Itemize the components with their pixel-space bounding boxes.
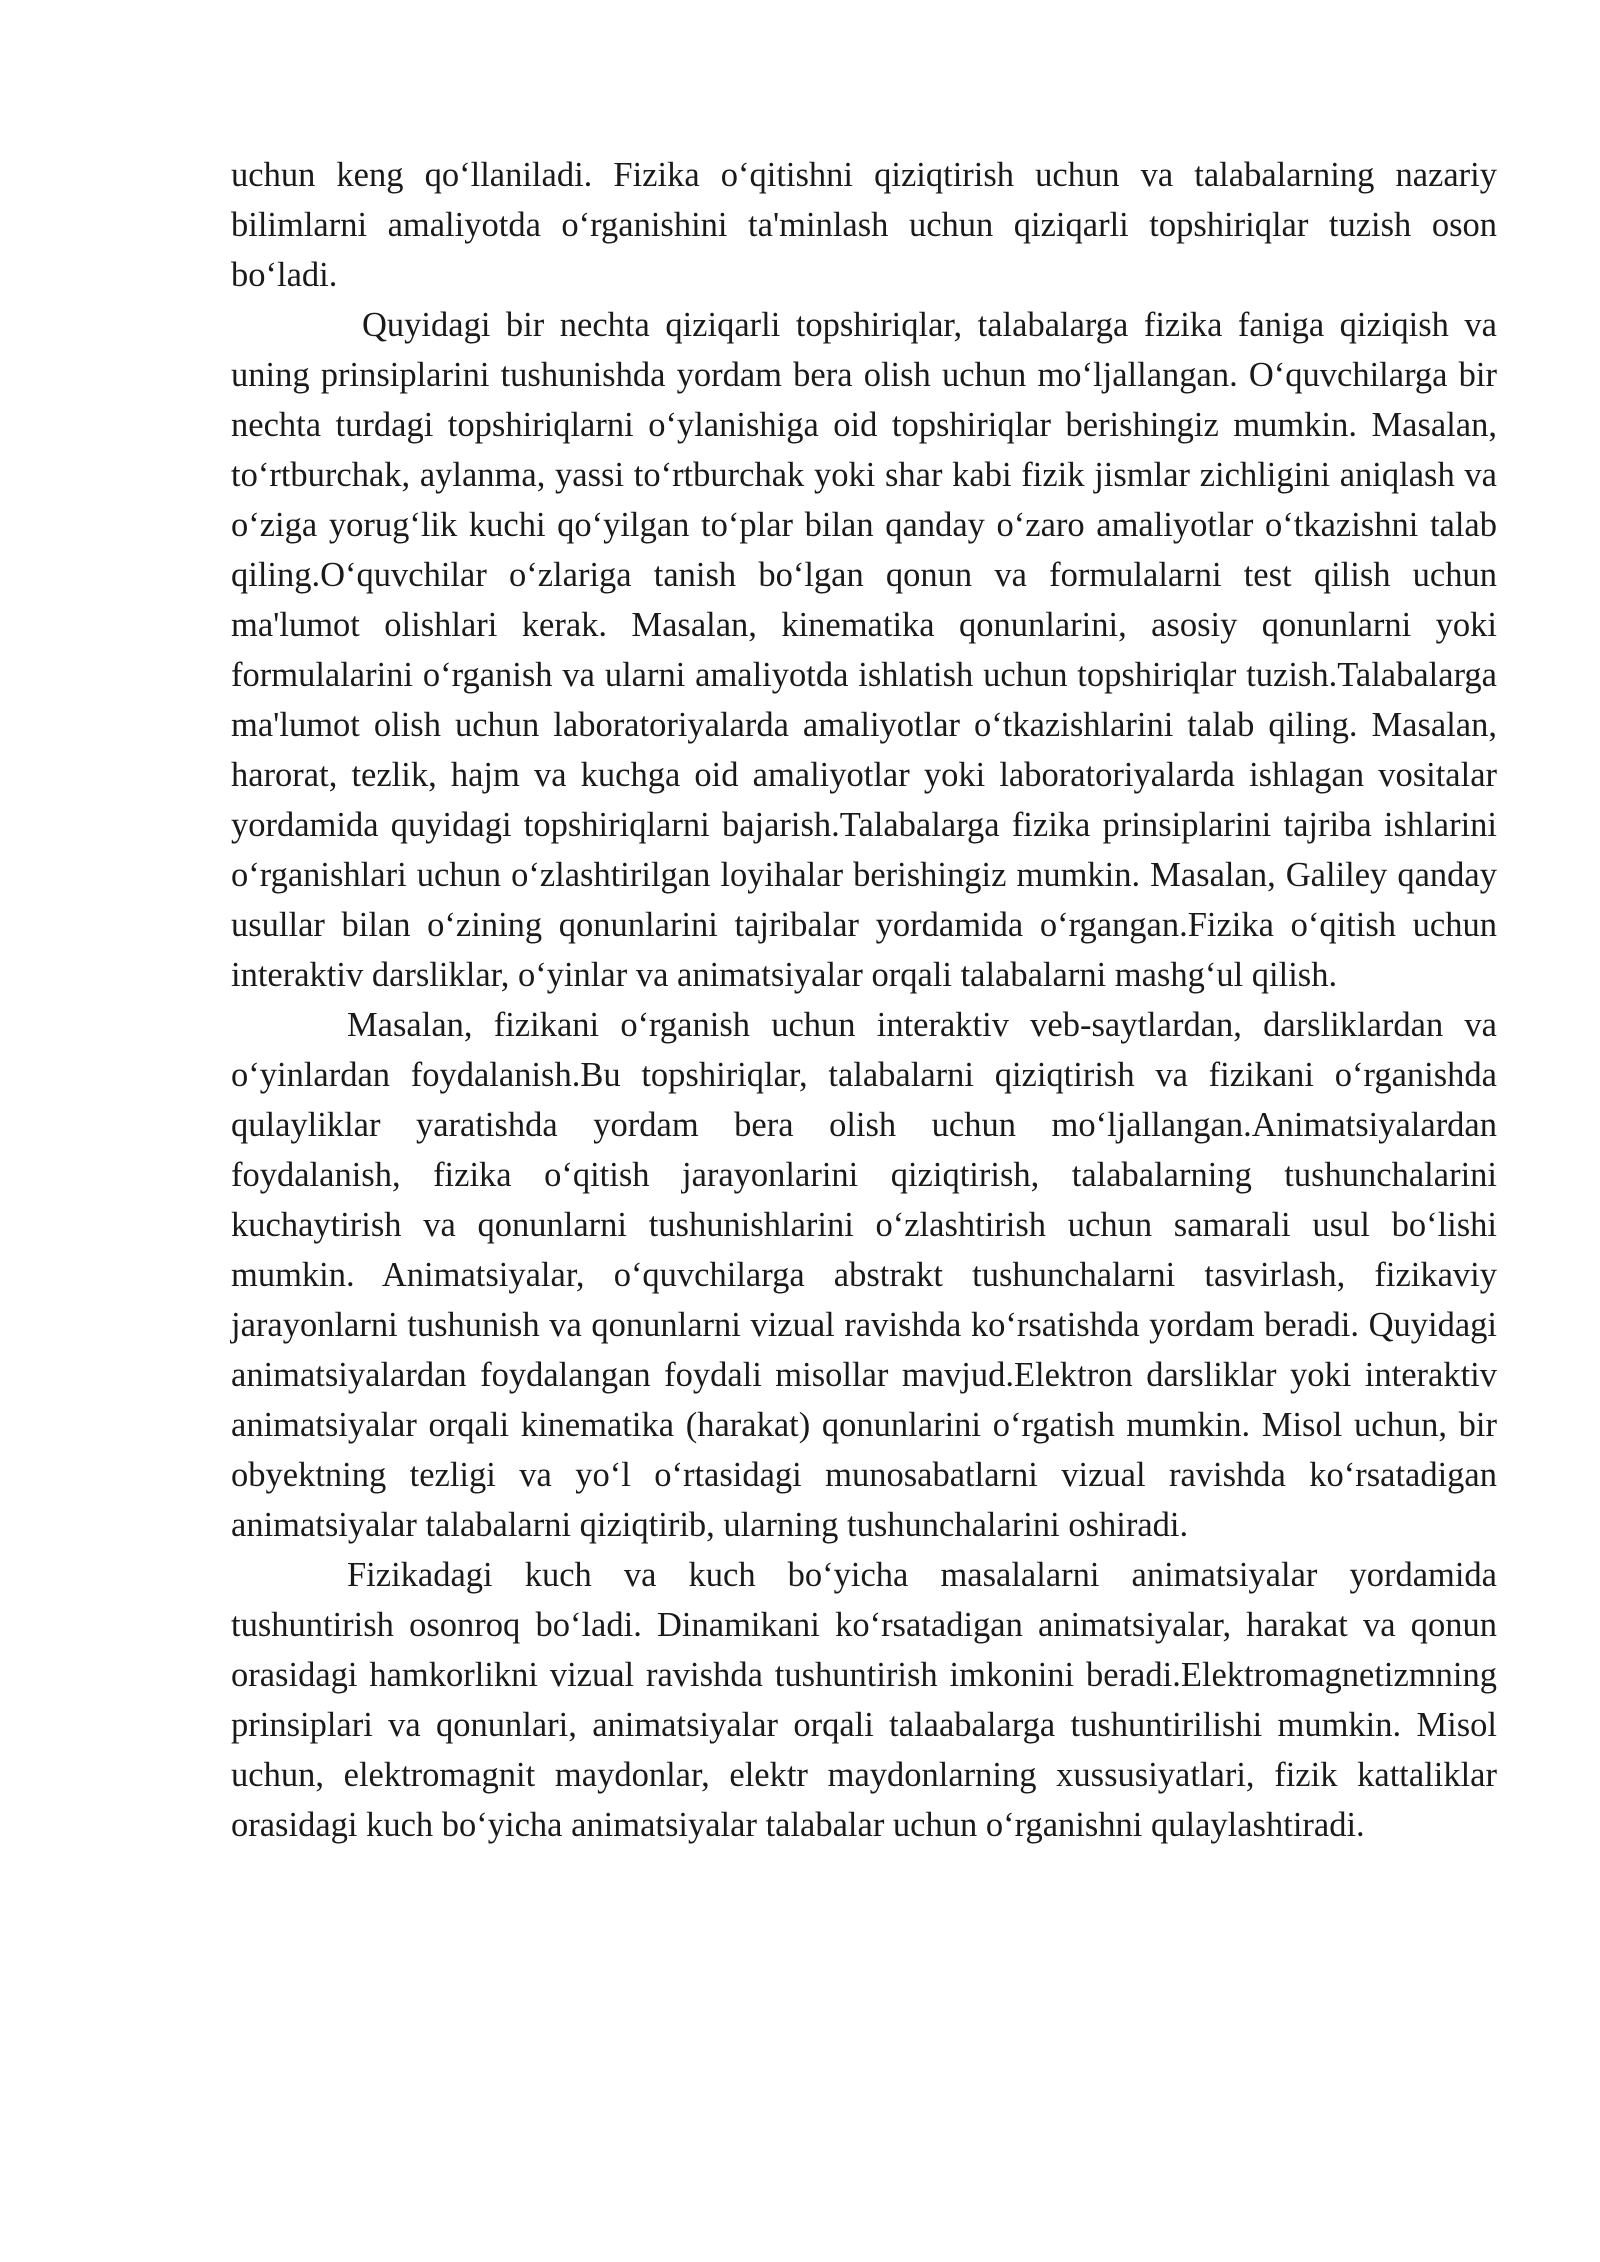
document-body bbox=[231, 150, 1497, 1850]
paragraph-tasks: Quyidagi bir nechta qiziqarli topshiriqlar, talabalarga fizika faniga qiziqish va uning prinsiplarini tushunishda yordam bera olish uchun mo‘ljallangan. O‘quvchilarga bir nechta turdagi topshiriqlarni o‘ylanishiga oid topshiriqlar berishingiz mumkin. Masalan, to‘rtburchak, aylanma, yassi to‘rtburchak yoki shar kabi fizik jismlar zichligini aniqlash va o‘ziga yorug‘lik kuchi qo‘yilgan to‘plar bilan qanday o‘zaro amaliyotlar o‘tkazishni talab qiling.O‘quvchilar o‘zlariga tanish bo‘lgan qonun va formulalarni test qilish uchun ma'lumot olishlari kerak. Masalan, kinematika qonunlarini, asosiy qonunlarni yoki formulalarini o‘rganish va ularni amaliyotda ishlatish uchun topshiriqlar tuzish.Talabalarga ma'lumot olish uchun laboratoriyalarda amaliyotlar o‘tkazishlarini talab qiling. Masalan, harorat, tezlik, hajm va kuchga oid amaliyotlar yoki laboratoriyalarda ishlagan vositalar yordamida quyidagi topshiriqlarni bajarish.Talabalarga fizika prinsiplarini tajriba ishlarini o‘rganishlari uchun o‘zlashtirilgan loyihalar berishingiz mumkin. Masalan, Galiley qanday usullar bilan o‘zining qonunlarini tajribalar yordamida o‘rgangan.Fizika o‘qitish uchun interaktiv darsliklar, o‘yinlar va animatsiyalar orqali talabalarni mashg‘ul qilish. bbox=[231, 306, 1497, 994]
paragraph-dynamics: Fizikadagi kuch va kuch bo‘yicha masalalarni animatsiyalar yordamida tushuntirish osonroq bo‘ladi. Dinamikani ko‘rsatadigan animatsiyalar, harakat va qonun orasidagi hamkorlikni vizual ravishda tushuntirish imkonini beradi.Elektromagnetizmning prinsiplari va qonunlari, animatsiyalar orqali talaabalarga tushuntirilishi mumkin. Misol uchun, elektromagnit maydonlar, elektr maydonlarning xussusiyatlari, fizik kattaliklar orasidagi kuch bo‘yicha animatsiyalar talabalar uchun o‘rganishni qulaylashtiradi. bbox=[231, 1556, 1497, 1844]
paragraph-animations: Masalan, fizikani o‘rganish uchun interaktiv veb-saytlardan, darsliklardan va o‘yinlardan foydalanish.Bu topshiriqlar, talabalarni qiziqtirish va fizikani o‘rganishda qulayliklar yaratishda yordam bera olish uchun mo‘ljallangan.Animatsiyalardan foydalanish, fizika o‘qitish jarayonlarini qiziqtirish, talabalarning tushunchalarini kuchaytirish va qonunlarni tushunishlarini o‘zlashtirish uchun samarali usul bo‘lishi mumkin. Animatsiyalar, o‘quvchilarga abstrakt tushunchalarni tasvirlash, fizikaviy jarayonlarni tushunish va qonunlarni vizual ravishda ko‘rsatishda yordam beradi. Quyidagi animatsiyalardan foydalangan foydali misollar mavjud.Elektron darsliklar yoki interaktiv animatsiyalar orqali kinematika (harakat) qonunlarini o‘rgatish mumkin. Misol uchun, bir obyektning tezligi va yo‘l o‘rtasidagi munosabatlarni vizual ravishda ko‘rsatadigan animatsiyalar talabalarni qiziqtirib, ularning tushunchalarini oshiradi. bbox=[231, 1006, 1497, 1544]
paragraph-continuation: uchun keng qo‘llaniladi. Fizika o‘qitishni qiziqtirish uchun va talabalarning nazariy bilimlarni amaliyotda o‘rganishini ta'minlash uchun qiziqarli topshiriqlar tuzish oson bo‘ladi. bbox=[231, 156, 1497, 294]
